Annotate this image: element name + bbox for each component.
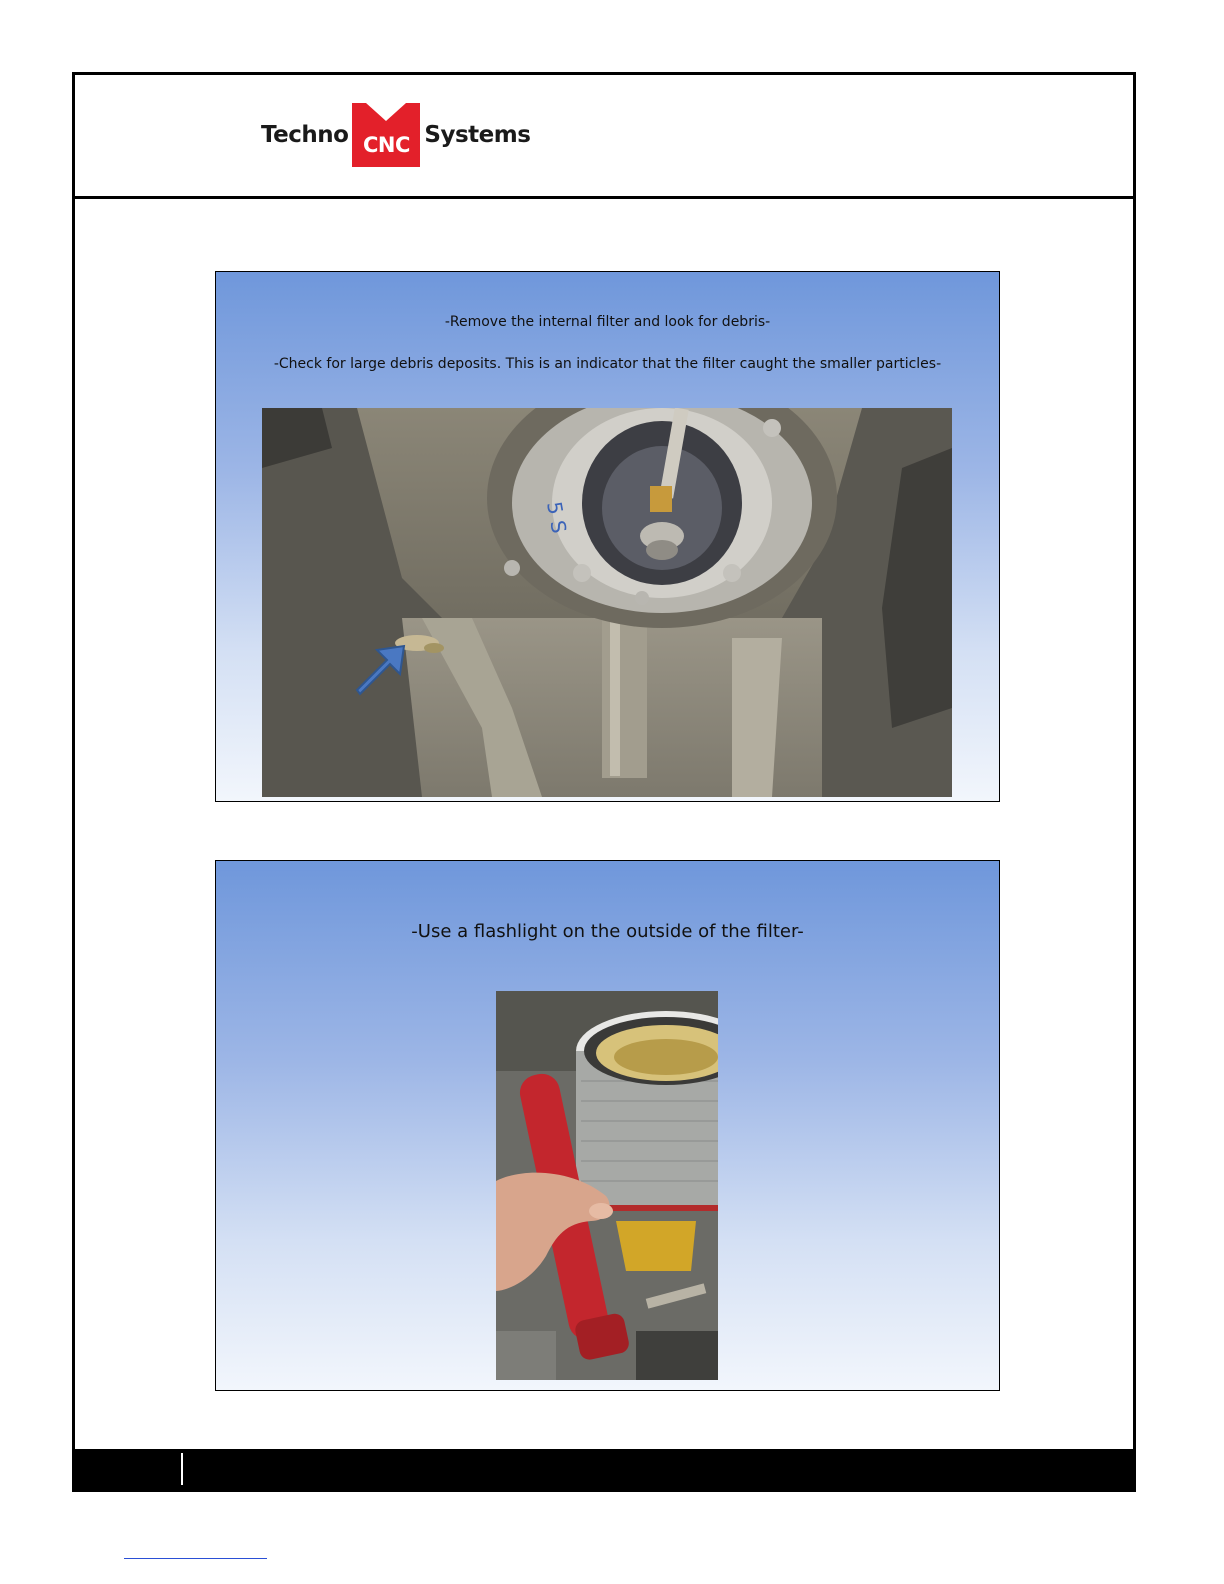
bottom-link-underline[interactable] [124, 1558, 267, 1559]
slide-1-caption-line-2: -Check for large debris deposits. This is an indicator that the filter caught the smaller particles- [273, 356, 942, 372]
footer-bar [75, 1449, 1133, 1489]
instruction-slide-1 [215, 271, 1000, 802]
flashlight-filter-photo [496, 991, 718, 1380]
logo-word-left: Techno [261, 122, 349, 148]
instruction-slide-2 [215, 860, 1000, 1391]
logo-word-right: Systems [424, 122, 531, 148]
flashlight-filter-illustration [496, 991, 718, 1380]
photo-marking-text: 5 S [542, 499, 572, 536]
filter-housing-illustration [262, 408, 952, 797]
page-header [75, 75, 1133, 199]
logo-badge-text: CNC [362, 133, 410, 157]
slide-2-caption-line-1: -Use a flashlight on the outside of the filter- [411, 921, 804, 942]
filter-housing-photo [262, 408, 952, 797]
logo-badge [352, 103, 420, 167]
page-frame [72, 72, 1136, 1492]
footer-divider [181, 1453, 183, 1485]
slide-1-caption-line-1: -Remove the internal filter and look for debris- [444, 314, 771, 330]
company-logo [261, 103, 530, 167]
